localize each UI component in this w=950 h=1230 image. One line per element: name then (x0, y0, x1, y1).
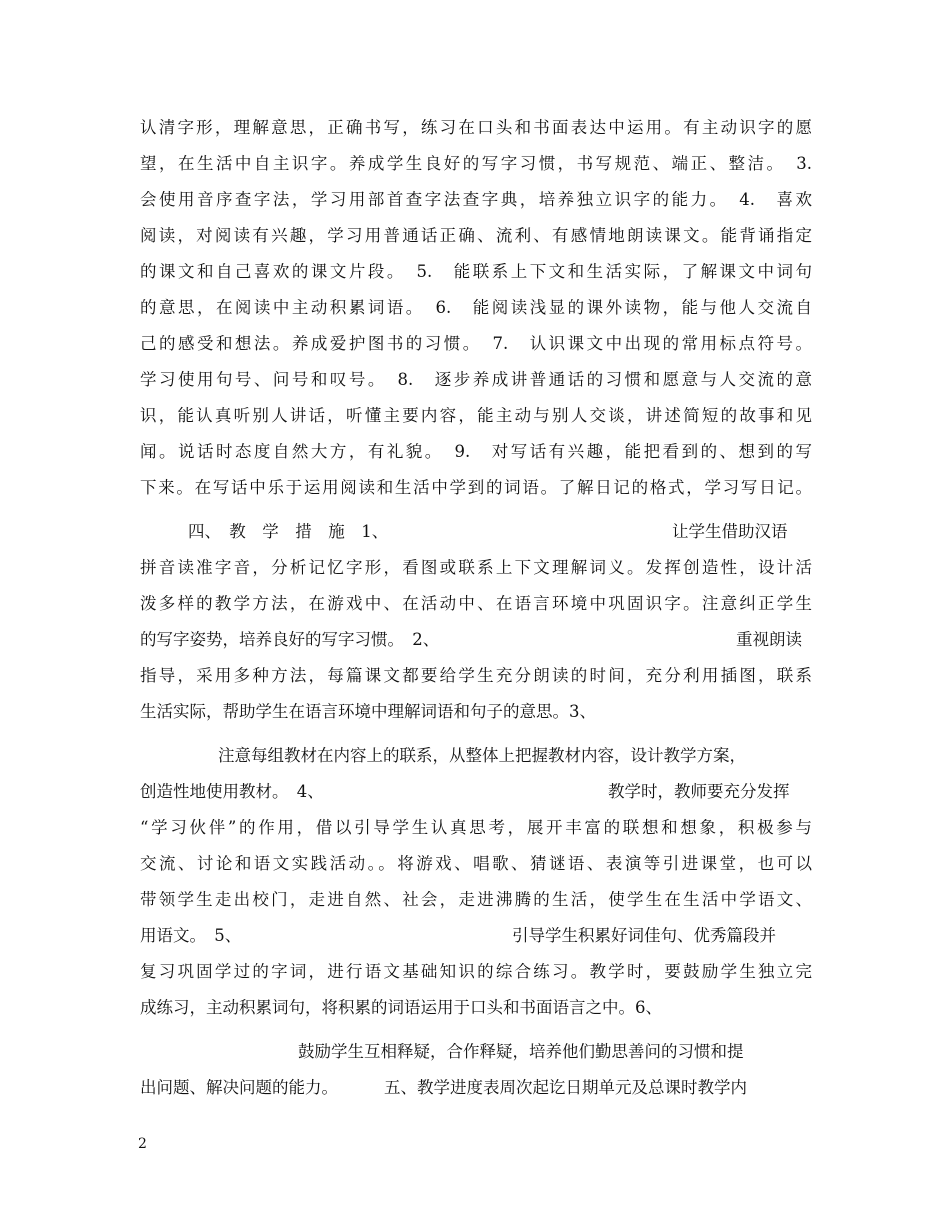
text-segment: 出问题、解决问题的能力。 (140, 1078, 338, 1097)
text-line: 拼音读准字音，分析记忆字形，看图或联系上下文理解词义。发挥创造性，设计活 (140, 558, 812, 577)
text-line: 的课文和自己喜欢的课文片段。 5. 能联系上下文和生活实际，了解课文中词句 (140, 262, 812, 281)
text-line: 交流、讨论和语文实践活动。。将游戏、唱歌、猜谜语、表演等引进课堂，也可以 (140, 854, 812, 873)
section-heading: 四、 教 学 措 施 1、 (188, 522, 389, 541)
text-segment: 用语文。 5、 (140, 926, 242, 945)
text-line (140, 921, 812, 951)
text-line: 识，能认真听别人讲话，听懂主要内容，能主动与别人交谈，讲述简短的故事和见 (140, 406, 812, 425)
text-line: “学习伙伴”的作用，借以引导学生认真思考，展开丰富的联想和想象，积极参与 (140, 818, 812, 837)
text-line: 复习巩固学过的字词，进行语文基础知识的综合练习。教学时，要鼓励学生独立完 (140, 962, 812, 981)
section-heading-line (140, 517, 812, 547)
text-segment: 让学生借助汉语 (672, 522, 788, 541)
text-line: 认清字形，理解意思，正确书写，练习在口头和书面表达中运用。有主动识字的愿 (140, 118, 812, 137)
text-line: 学习使用句号、问号和叹号。 8. 逐步养成讲普通话的习惯和愿意与人交流的意 (140, 370, 812, 389)
text-line (140, 777, 812, 807)
text-line: 闻。说话时态度自然大方，有礼貌。 9. 对写话有兴趣，能把看到的、想到的写 (140, 442, 812, 461)
page-number: 2 (138, 1136, 147, 1152)
text-line: 泼多样的教学方法，在游戏中、在活动中、在语言环境中巩固识字。注意纠正学生 (140, 594, 812, 613)
text-segment: 教学时，教师要充分发挥 (608, 782, 790, 801)
text-line: 下来。在写话中乐于运用阅读和生活中学到的词语。了解日记的格式，学习写日记。 (140, 478, 812, 497)
text-segment: 引导学生积累好词佳句、优秀篇段并 (512, 926, 776, 945)
text-line (140, 1073, 812, 1103)
text-segment: 创造性地使用教材。 4、 (140, 782, 324, 801)
text-line: 望，在生活中自主识字。养成学生良好的写字习惯，书写规范、端正、整洁。 3. (140, 154, 812, 173)
text-segment: 五、教学进度表周次起讫日期单元及总课时教学内 (384, 1078, 747, 1097)
text-line: 阅读，对阅读有兴趣，学习用普通话正确、流利、有感情地朗读课文。能背诵指定 (140, 226, 812, 245)
text-line: 注意每组教材在内容上的联系，从整体上把握教材内容，设计教学方案， (218, 746, 746, 765)
text-line: 己的感受和想法。养成爱护图书的习惯。 7. 认识课文中出现的常用标点符号。 (140, 334, 812, 353)
text-segment: 的写字姿势，培养良好的写字习惯。 2、 (140, 630, 440, 649)
text-line: 成练习，主动积累词句，将积累的词语运用于口头和书面语言之中。6、 (140, 998, 662, 1017)
text-line (140, 625, 812, 655)
text-segment: 重视朗读 (736, 630, 802, 649)
text-line: 会使用音序查字法，学习用部首查字法查字典，培养独立识字的能力。 4. 喜欢 (140, 190, 812, 209)
text-line: 鼓励学生互相释疑，合作释疑，培养他们勤思善问的习惯和提 (298, 1042, 744, 1061)
text-line: 指导，采用多种方法，每篇课文都要给学生充分朗读的时间，充分利用插图，联系 (140, 666, 812, 685)
text-line: 生活实际，帮助学生在语言环境中理解词语和句子的意思。3、 (140, 702, 596, 721)
text-line: 的意思，在阅读中主动积累词语。 6. 能阅读浅显的课外读物，能与他人交流自 (140, 298, 812, 317)
text-line: 带领学生走出校门，走进自然、社会，走进沸腾的生活，使学生在生活中学语文、 (140, 890, 812, 909)
